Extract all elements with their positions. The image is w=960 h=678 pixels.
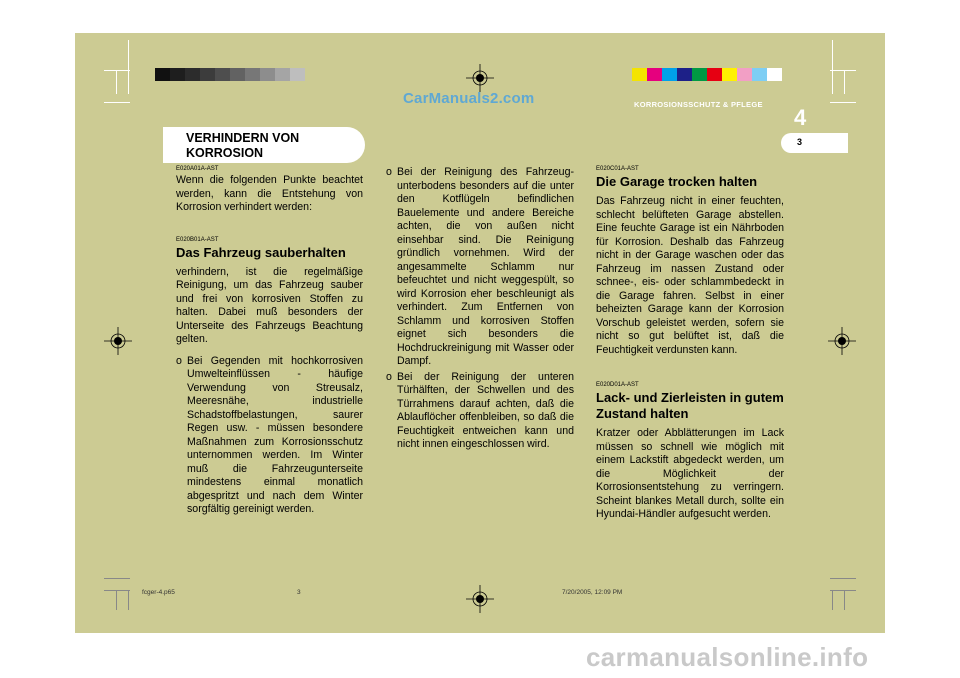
calibration-swatch bbox=[632, 68, 647, 81]
calibration-swatch bbox=[290, 68, 305, 81]
page-number: 3 bbox=[797, 137, 803, 147]
bullet-marker: o bbox=[176, 354, 182, 367]
crop-mark bbox=[830, 70, 856, 71]
footer-page: 3 bbox=[297, 589, 301, 596]
calibration-swatch bbox=[185, 68, 200, 81]
calibration-swatch bbox=[677, 68, 692, 81]
crop-mark bbox=[128, 40, 129, 94]
section-title: KORROSIONSSCHUTZ & PFLEGE bbox=[634, 100, 763, 109]
grayscale-calibration-strip bbox=[155, 68, 305, 81]
crop-mark bbox=[116, 70, 117, 94]
section-paragraph: Kratzer oder Abblätterungen im Lack müssen so schnell wie möglich mit einem Lackstift abgedeckt werden, um die Möglichkeit der Korrosionsentstehung zu verringern. Scheint blankes Metall durch, sollte ein Hyundai-Händler aufgesucht werden. bbox=[596, 427, 784, 520]
page-heading-line: KORROSION bbox=[186, 146, 264, 160]
calibration-swatch bbox=[260, 68, 275, 81]
calibration-swatch bbox=[170, 68, 185, 81]
page-heading-line: VERHINDERN VON bbox=[186, 131, 300, 145]
calibration-swatch bbox=[230, 68, 245, 81]
crop-mark bbox=[832, 590, 833, 610]
crop-mark bbox=[844, 590, 845, 610]
list-item-text: Bei Gegenden mit hochkorrosiven Umwelteinflüssen - häufige Verwendung von Streusalz, Meeresnähe, industrielle Schadstoffbelastungen, saurer Regen usw. - müssen besondere Maßnahmen zum Korrosionsschutz unternommen werden. Im Winter muß die Fahrzeugunterseite mindestens einmal monatlich abgespritzt und nach dem Winter sorgfältig gereinigt werden. bbox=[187, 354, 363, 515]
footer-timestamp: 7/20/2005, 12:09 PM bbox=[562, 589, 623, 596]
calibration-swatch bbox=[692, 68, 707, 81]
footer-filename: fcger-4.p65 bbox=[142, 589, 175, 596]
calibration-swatch bbox=[722, 68, 737, 81]
registration-mark-icon bbox=[466, 64, 494, 92]
right-column bbox=[596, 166, 784, 526]
page-number-tab bbox=[781, 133, 848, 153]
calibration-swatch bbox=[647, 68, 662, 81]
crop-mark bbox=[830, 102, 856, 103]
crop-mark bbox=[128, 590, 129, 610]
list-item-text: Bei der Reinigung des Fahrzeug-unterbodens besonders auf die unter den Kotflügeln befindlichen Bauelemente und andere Bereiche achten, die von außen nicht einsehbar sind. Die Reinigung gründlich vornehmen. Wird der angesammelte Schlamm nur befeuchtet und nicht weggespült, so wird Korrosion eher beschleunigt als verhindert. Zum Entfernen von Schlamm und korrosiven Stoffen eignet sich besonders die Hochdruckreinigung mit Wasser oder Dampf. bbox=[397, 166, 574, 367]
chapter-number: 4 bbox=[794, 105, 807, 130]
calibration-swatch bbox=[200, 68, 215, 81]
list-item bbox=[386, 166, 574, 369]
left-column bbox=[176, 166, 363, 519]
calibration-swatch bbox=[767, 68, 782, 81]
registration-mark-icon bbox=[828, 327, 856, 355]
calibration-swatch bbox=[155, 68, 170, 81]
page-heading bbox=[186, 131, 351, 161]
section-code: E020D01A-AST bbox=[596, 382, 639, 388]
crop-mark bbox=[104, 102, 130, 103]
section-heading: Lack- und Zierleisten in gutem Zustand halten bbox=[596, 390, 784, 421]
section-code: E020B01A-AST bbox=[176, 236, 219, 243]
middle-column bbox=[386, 166, 574, 454]
color-calibration-strip bbox=[632, 68, 782, 81]
registration-mark-icon bbox=[466, 585, 494, 613]
calibration-swatch bbox=[737, 68, 752, 81]
site-watermark[interactable]: CarManuals2.com bbox=[403, 90, 535, 107]
bullet-marker: o bbox=[386, 166, 392, 178]
section-heading: Das Fahrzeug sauberhalten bbox=[176, 244, 346, 260]
crop-mark bbox=[844, 70, 845, 94]
section-code: E020A01A-AST bbox=[176, 166, 219, 172]
crop-mark bbox=[116, 590, 117, 610]
bottom-watermark[interactable]: carmanualsonline.info bbox=[586, 642, 869, 672]
crop-mark bbox=[104, 70, 130, 71]
list-item bbox=[386, 371, 574, 452]
calibration-swatch bbox=[245, 68, 260, 81]
crop-mark bbox=[104, 578, 130, 579]
crop-mark bbox=[832, 40, 833, 94]
section-code: E020C01A-AST bbox=[596, 166, 639, 172]
section-paragraph: Das Fahrzeug nicht in einer feuchten, schlecht belüfteten Garage abstellen. Eine feuchte Garage ist ein Nährboden für Korrosion. Deshalb das Fahrzeug nicht in der Garage waschen oder das Fahrzeug im nassen Zustand oder schnee-, eis- oder schlammbedeckt in die Garage fahren. Selbst in einer beheizten Garage kann der Korrosion Vorschub geleistet werden, sofern sie nicht so gut belüftet ist, daß die Feuchtigkeit verdunsten kann. bbox=[596, 195, 784, 356]
crop-mark bbox=[830, 578, 856, 579]
intro-paragraph: Wenn die folgenden Punkte beachtet werden, kann die Entstehung von Korrosion verhindert werden: bbox=[176, 174, 363, 213]
calibration-swatch bbox=[275, 68, 290, 81]
calibration-swatch bbox=[215, 68, 230, 81]
section-paragraph: verhindern, ist die regelmäßige Reinigung, um das Fahrzeug sauber und frei von korrosiven Stoffen zu halten. Dabei muß besonders der Unterseite des Fahrzeugs Beachtung gelten. bbox=[176, 265, 363, 345]
calibration-swatch bbox=[752, 68, 767, 81]
section-heading: Die Garage trocken halten bbox=[596, 174, 758, 189]
list-item bbox=[176, 355, 363, 517]
crop-mark bbox=[830, 590, 856, 591]
crop-mark bbox=[104, 590, 130, 591]
list-item-text: Bei der Reinigung der unteren Türhälften, der Schwellen und des Türrahmens darauf achten, daß die Ablauflöcher offenbleiben, so daß die Feuchtigkeit entweichen kann und nicht innen eingeschlossen wird. bbox=[397, 370, 574, 450]
calibration-swatch bbox=[707, 68, 722, 81]
bullet-marker: o bbox=[386, 370, 392, 383]
registration-mark-icon bbox=[104, 327, 132, 355]
calibration-swatch bbox=[662, 68, 677, 81]
